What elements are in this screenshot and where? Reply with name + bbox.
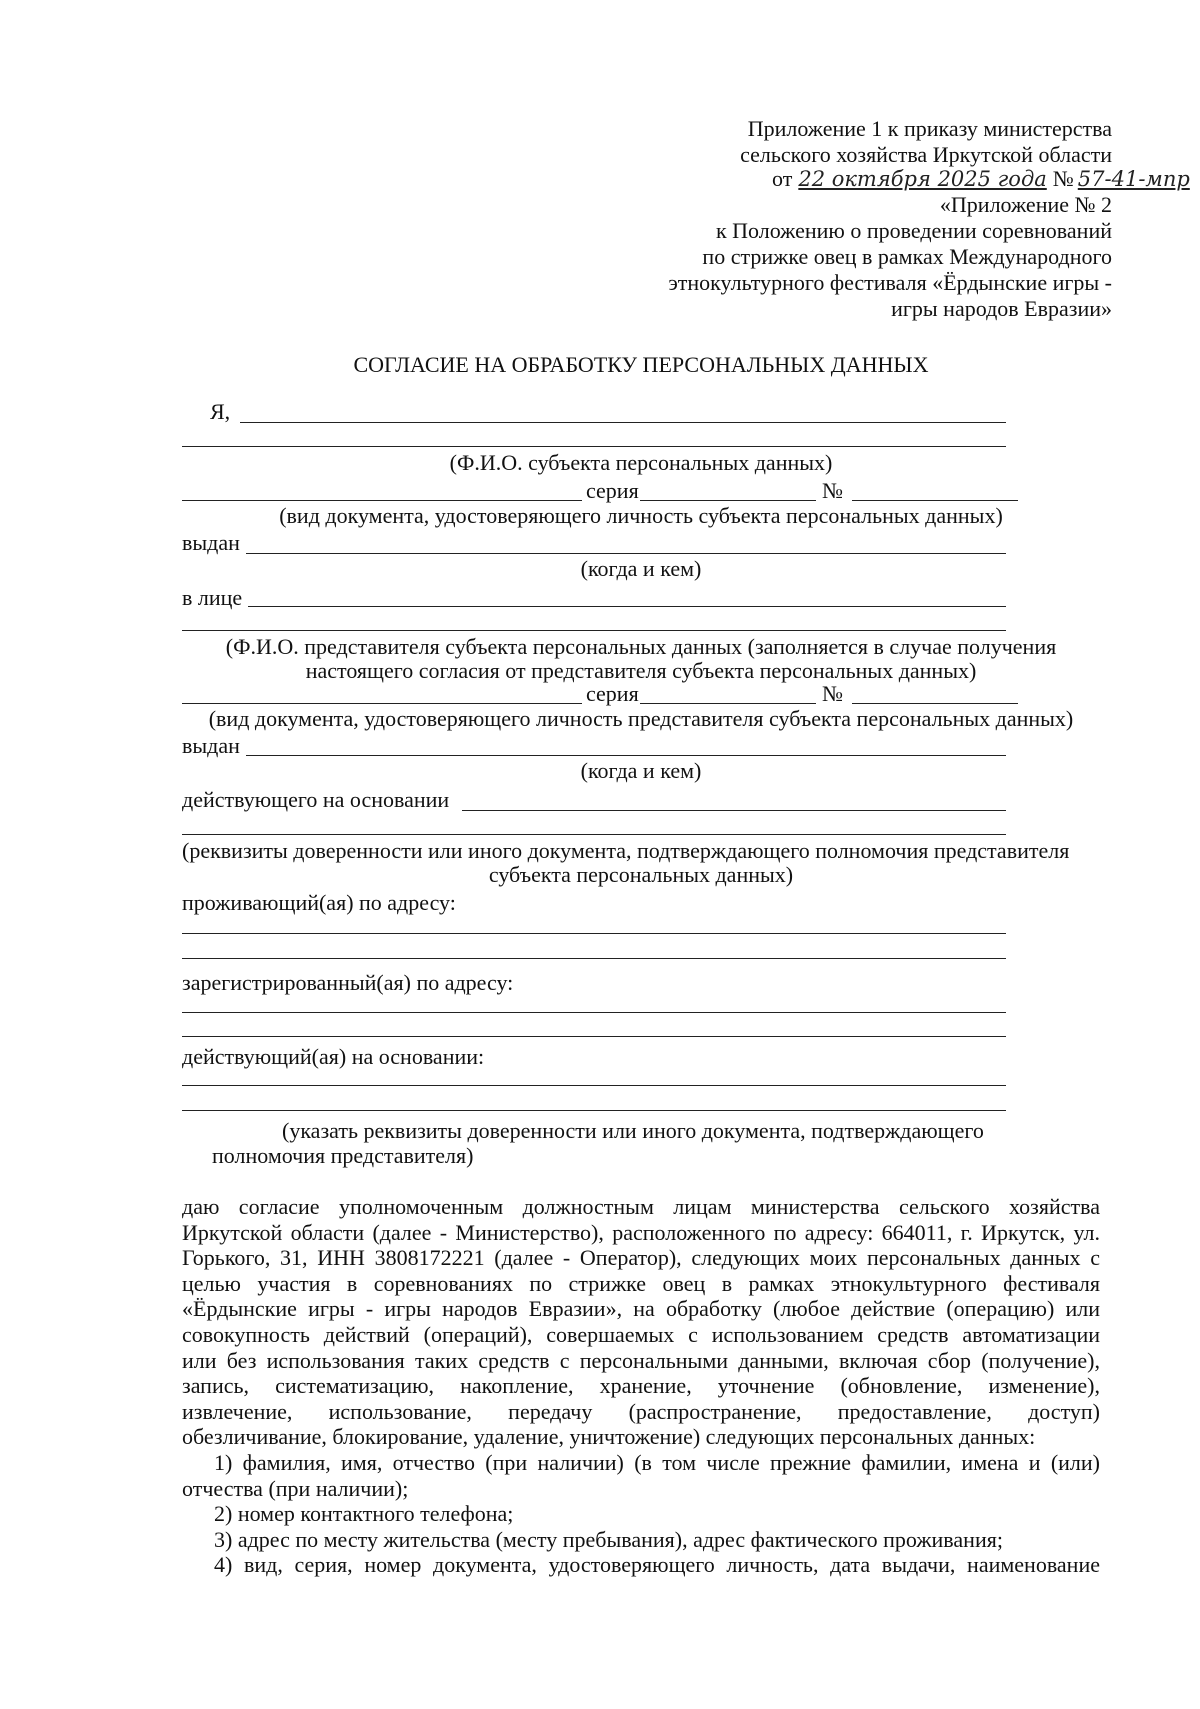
rep-seria-line[interactable] [640, 703, 816, 704]
appendix-line-2: к Положению о проведении соревнований [715, 218, 1112, 243]
consent-line-4: целью участия в соревнованиях по стрижке овец в рамках этнокультурного фестиваля [182, 1270, 1100, 1296]
item-4-line-1: 4) вид, серия, номер документа, удостоверяющего личность, дата выдачи, наименование [214, 1552, 1100, 1578]
handwritten-date: 22 октября 2025 года [798, 167, 1047, 191]
seria-line[interactable] [640, 500, 816, 501]
living-address-label: проживающий(ая) по адресу: [182, 890, 456, 915]
appendix-line-5: игры народов Евразии» [891, 296, 1112, 321]
acting-basis-line-1[interactable] [462, 810, 1006, 811]
number-prefix: № [1052, 166, 1074, 191]
consent-line-1: даю согласие уполномоченным должностным лицам министерства сельского хозяйства [182, 1194, 1100, 1219]
acting-basis-line-2[interactable] [182, 834, 1006, 835]
document-title: СОГЛАСИЕ НА ОБРАБОТКУ ПЕРСОНАЛЬНЫХ ДАННЫХ [353, 352, 929, 377]
acting-basis-2-line-2[interactable] [182, 1110, 1006, 1111]
power-caption-2: субъекта персональных данных) [488, 862, 794, 887]
appendix-line-1: «Приложение № 2 [939, 192, 1112, 217]
item-1-line-1: 1) фамилия, имя, отчество (при наличии) (в том числе прежние фамилии, имена и (или) [214, 1449, 1100, 1475]
registered-address-line-1[interactable] [182, 1012, 1006, 1013]
fio-line-1[interactable] [240, 422, 1006, 423]
consent-line-6: совокупность действий (операций), совершаемых с использованием средств автоматизации [182, 1321, 1100, 1347]
vydan-line[interactable] [246, 553, 1006, 554]
seria-label-2: серия [586, 681, 639, 706]
rep-doc-number-line[interactable] [852, 703, 1018, 704]
rep-caption-1: (Ф.И.О. представителя субъекта персональных данных (заполняется в случае получения [225, 634, 1057, 659]
fio-line-2[interactable] [182, 446, 1006, 447]
registered-address-label: зарегистрированный(ая) по адресу: [182, 970, 514, 995]
power-caption-3: (указать реквизиты доверенности или иного документа, подтверждающего [282, 1118, 984, 1143]
number-label: № [822, 478, 843, 503]
ya-label: Я, [210, 399, 231, 424]
acting-basis-label: действующего на основании [182, 787, 450, 812]
rep-vydan-line[interactable] [246, 755, 1006, 756]
vydan-label-2: выдан [182, 733, 240, 758]
v-litse-label: в лице [182, 585, 243, 610]
rep-doc-caption: (вид документа, удостоверяющего личность представителя субъекта персональных данных) [208, 706, 1074, 731]
registered-address-line-2[interactable] [182, 1036, 1006, 1037]
power-caption-4: полномочия представителя) [212, 1143, 474, 1168]
consent-line-3: Горького, 31, ИНН 3808172221 (далее - Оператор), следующих моих персональных данных с [182, 1245, 1100, 1271]
when-who-caption: (когда и кем) [580, 556, 702, 581]
rep-caption-2: настоящего согласия от представителя субъекта персональных данных) [305, 658, 977, 683]
doc-caption: (вид документа, удостоверяющего личность субъекта персональных данных) [279, 503, 1003, 528]
power-caption-1: (реквизиты доверенности или иного документа, подтверждающего полномочия представителя [182, 838, 1070, 863]
item-3: 3) адрес по месту жительства (месту пребывания), адрес фактического проживания; [214, 1526, 1003, 1552]
header-line-1: Приложение 1 к приказу министерства [747, 116, 1112, 141]
from-prefix: от [772, 166, 793, 191]
living-address-line-1[interactable] [182, 933, 1006, 934]
appendix-line-3: по стрижке овец в рамках Международного [702, 244, 1112, 269]
fio-caption: (Ф.И.О. субъекта персональных данных) [449, 450, 833, 475]
consent-line-5: «Ёрдынские игры - игры народов Евразии», на обработку (любое действие (операцию) или [182, 1296, 1100, 1322]
doc-type-line[interactable] [182, 500, 582, 501]
order-reference [772, 166, 1190, 192]
consent-line-7: или без использования таких средств с персональными данными, включая сбор (получение), [182, 1347, 1100, 1373]
living-address-line-2[interactable] [182, 958, 1006, 959]
rep-doc-type-line[interactable] [182, 703, 582, 704]
consent-line-8: запись, систематизацию, накопление, хранение, уточнение (обновление, изменение), [182, 1373, 1100, 1399]
appendix-line-4: этнокультурного фестиваля «Ёрдынские игры - [668, 270, 1112, 295]
seria-label: серия [586, 478, 639, 503]
item-1-line-2: отчества (при наличии); [182, 1475, 409, 1501]
header-line-2: сельского хозяйства Иркутской области [740, 142, 1112, 167]
handwritten-number: 57-41-мпр [1077, 167, 1190, 191]
item-2: 2) номер контактного телефона; [214, 1501, 514, 1527]
representative-line-1[interactable] [248, 606, 1006, 607]
acting-basis-label-2: действующий(ая) на основании: [182, 1044, 485, 1069]
consent-line-2: Иркутской области (далее - Министерство), расположенного по адресу: 664011, г. Иркутск, ул. [182, 1219, 1100, 1245]
consent-line-10: обезличивание, блокирование, удаление, уничтожение) следующих персональных данных: [182, 1424, 1036, 1450]
number-label-2: № [822, 681, 843, 706]
vydan-label: выдан [182, 530, 240, 555]
consent-line-9: извлечение, использование, передачу (распространение, предоставление, доступ) [182, 1398, 1100, 1424]
representative-line-2[interactable] [182, 630, 1006, 631]
doc-number-line[interactable] [852, 500, 1018, 501]
acting-basis-2-line-1[interactable] [182, 1085, 1006, 1086]
when-who-caption-2: (когда и кем) [580, 758, 702, 783]
consent-paragraph [182, 1194, 1100, 1578]
